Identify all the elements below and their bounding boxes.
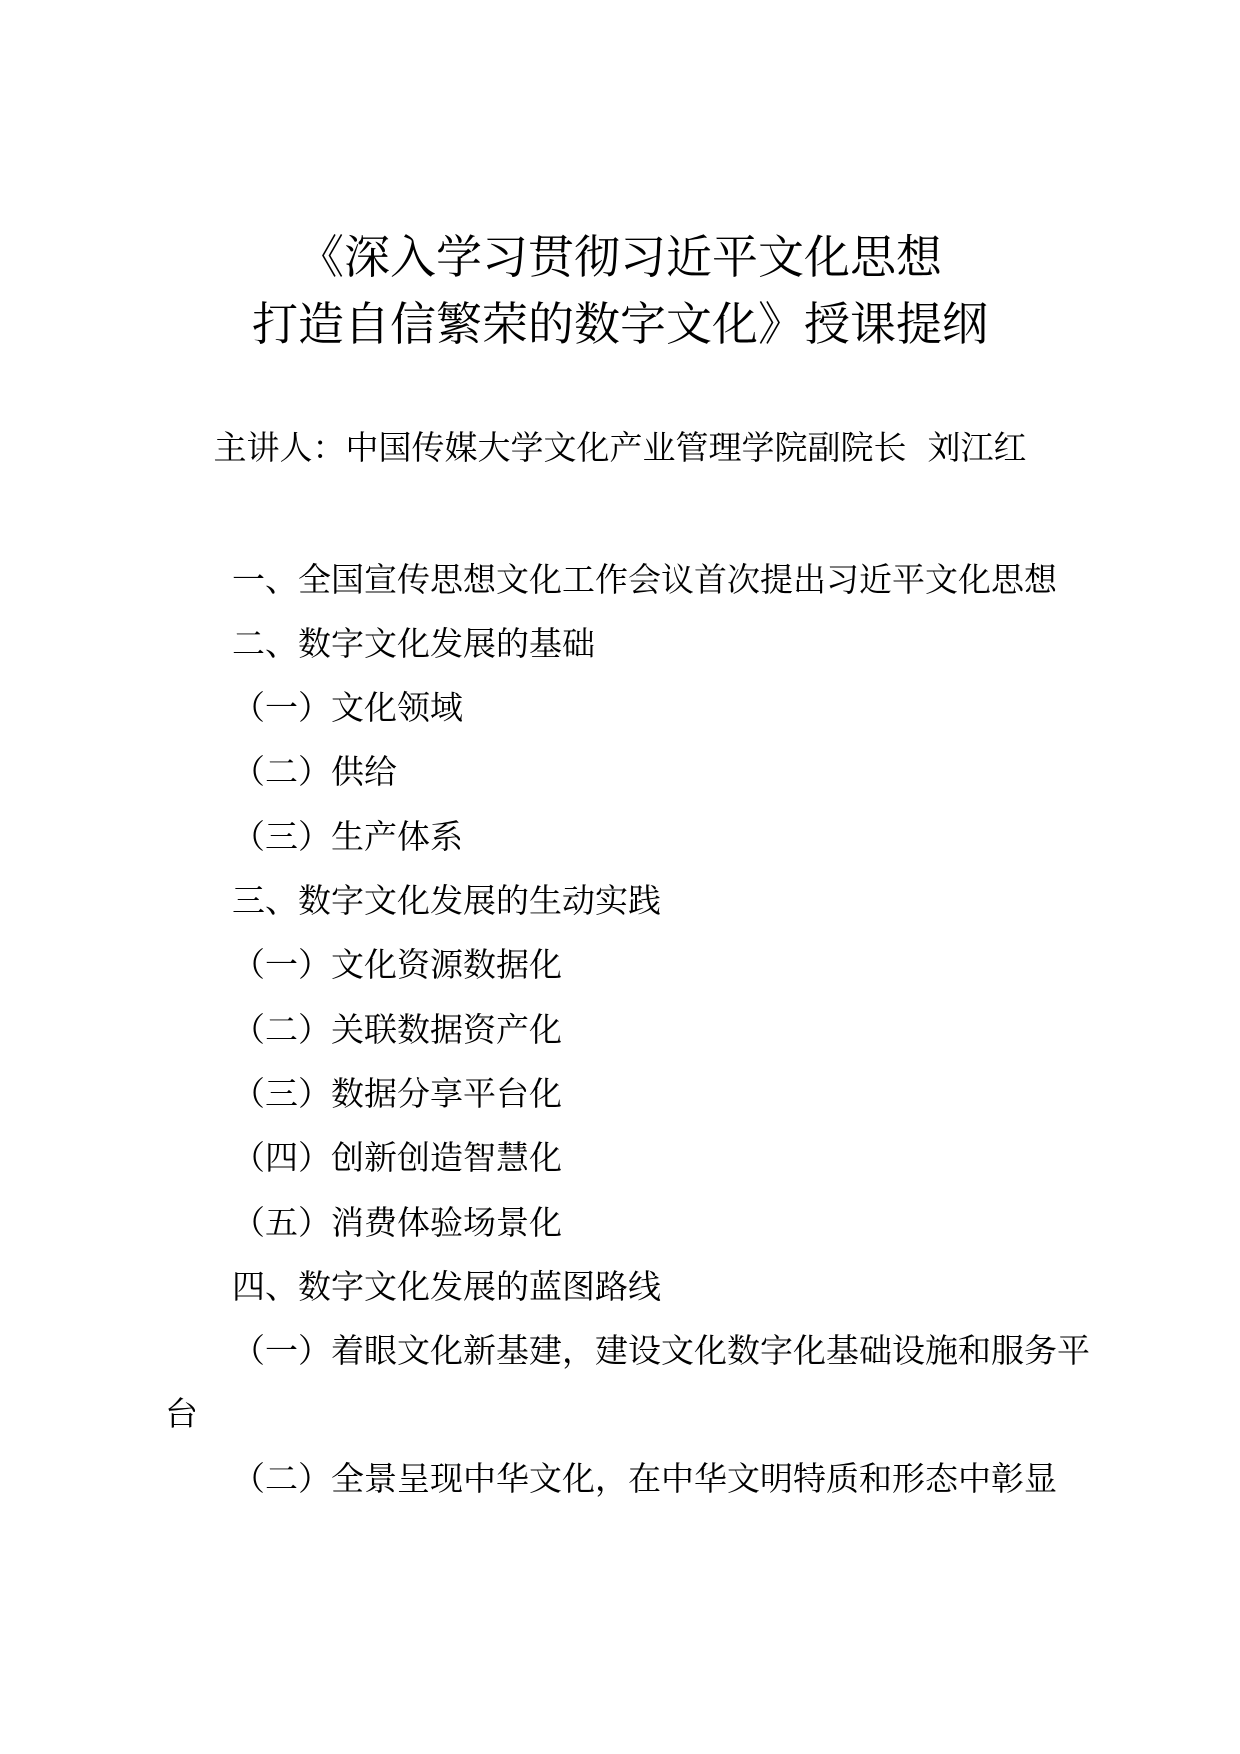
outline-item-continuation: 台 <box>165 1394 198 1433</box>
outline-item: （二）关联数据资产化 <box>232 1010 562 1049</box>
speaker-line: 主讲人：中国传媒大学文化产业管理学院副院长 刘江红 <box>213 428 1027 467</box>
outline-item: （三）数据分享平台化 <box>232 1074 562 1113</box>
outline-item: （二）全景呈现中华文化，在中华文明特质和形态中彰显 <box>232 1459 1057 1498</box>
outline-item: （一）着眼文化新基建，建设文化数字化基础设施和服务平 <box>232 1331 1090 1370</box>
outline-item: （一）文化资源数据化 <box>232 945 562 984</box>
outline-item: （四）创新创造智慧化 <box>232 1138 562 1177</box>
document-title-line-1: 《深入学习贯彻习近平文化思想 <box>298 230 942 284</box>
document-title-line-2: 打造自信繁荣的数字文化》授课提纲 <box>252 297 988 351</box>
outline-item: 一、全国宣传思想文化工作会议首次提出习近平文化思想 <box>232 560 1057 599</box>
outline-item: 二、数字文化发展的基础 <box>232 624 595 663</box>
outline-item: （三）生产体系 <box>232 817 463 856</box>
outline-item: （五）消费体验场景化 <box>232 1203 562 1242</box>
outline-item: （一）文化领域 <box>232 688 463 727</box>
outline-item: 四、数字文化发展的蓝图路线 <box>232 1267 661 1306</box>
outline-item: （二）供给 <box>232 752 397 791</box>
outline-item: 三、数字文化发展的生动实践 <box>232 881 661 920</box>
